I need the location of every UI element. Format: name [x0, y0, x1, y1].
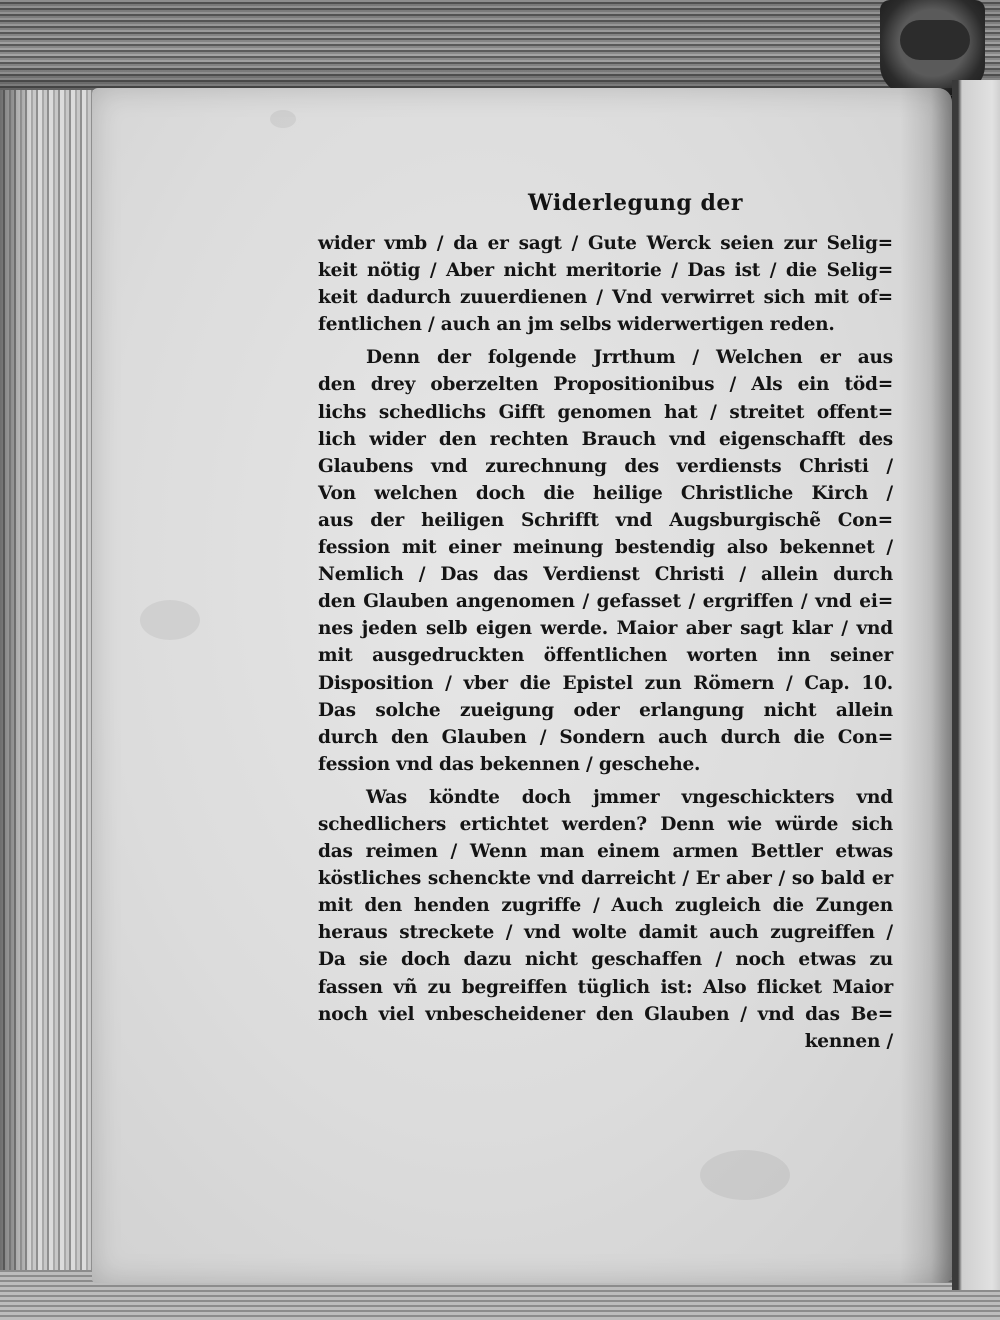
text-line: Von welchen doch die heilige Christliche Kirch / — [318, 482, 893, 504]
text-line: noch viel vnbescheidener den Glauben / vnd das Be= — [318, 1003, 893, 1025]
paragraph — [318, 784, 893, 1028]
text-line: fession vnd das bekennen / geschehe. — [318, 753, 701, 775]
text-line: lich wider den rechten Brauch vnd eigenschafft des — [318, 428, 893, 450]
text-line: mit den henden zugriffe / Auch zugleich die Zungen — [318, 895, 893, 917]
text-line: das reimen / Wenn man einem armen Bettler etwas — [318, 841, 893, 863]
text-line: durch den Glauben / Sondern auch durch die Con= — [318, 726, 893, 748]
paragraph — [318, 230, 893, 338]
text-line: Was köndte doch jmmer vngeschickters vnd — [366, 786, 893, 808]
facing-page-edge — [952, 80, 1000, 1290]
text-line: Da sie doch dazu nicht geschaffen / noch etwas zu — [318, 949, 893, 971]
text-line: den drey oberzelten Propositionibus / Als ein töd= — [318, 374, 893, 396]
text-line: wider vmb / da er sagt / Gute Werck seien zur Selig= — [318, 233, 893, 254]
book-top-shadow — [0, 0, 1000, 96]
text-line: keit dadurch zuuerdienen / Vnd verwirret sich mit of= — [318, 287, 893, 309]
page-gutter-shadow — [900, 88, 952, 1283]
text-line: fentlichen / auch an jm selbs widerwertigen reden. — [318, 314, 835, 336]
text-line: fession mit einer meinung bestendig also bekennet / — [318, 537, 893, 559]
text-line: fassen vñ zu begreiffen tüglich ist: Also flicket Maior — [318, 976, 893, 998]
text-line: Nemlich / Das das Verdienst Christi / allein durch — [318, 564, 893, 586]
paper-stain — [140, 600, 200, 640]
text-line: Glaubens vnd zurechnung des verdiensts Christi / — [318, 455, 893, 477]
text-line: Disposition / vber die Epistel zun Römern / Cap. 10. — [318, 672, 893, 694]
text-line: köstliches schenckte vnd darreicht / Er aber / so bald er — [318, 868, 893, 890]
text-line: nes jeden selb eigen werde. Maior aber sagt klar / vnd — [318, 618, 893, 640]
text-line: lichs schedlichs Gifft genomen hat / streitet offent= — [318, 401, 893, 423]
text-line: Denn der folgende Jrrthum / Welchen er aus — [366, 347, 893, 369]
text-line: aus der heiligen Schrifft vnd Augsburgischẽ Con= — [318, 509, 893, 531]
text-line: mit ausgedruckten öffentlichen worten inn seiner — [318, 645, 893, 667]
text-line: den Glauben angenomen / gefasset / ergriffen / vnd ei= — [318, 591, 893, 613]
paragraphs — [318, 230, 893, 1028]
paragraph — [318, 344, 893, 778]
paper-stain — [700, 1150, 790, 1200]
book-clasp-detail — [900, 20, 970, 60]
text-line: Das solche zueigung oder erlangung nicht allein — [318, 699, 893, 721]
text-line: schedlichers ertichtet werden? Denn wie würde sich — [318, 813, 893, 835]
running-head: Widerlegung der — [528, 190, 743, 216]
text-line: heraus streckete / vnd wolte damit auch zugreiffen / — [318, 922, 893, 944]
text-block — [318, 188, 893, 1055]
paper-stain — [270, 110, 296, 128]
catchword: kennen / — [804, 1030, 893, 1052]
text-line: keit nötig / Aber nicht meritorie / Das ist / die Selig= — [318, 260, 893, 282]
